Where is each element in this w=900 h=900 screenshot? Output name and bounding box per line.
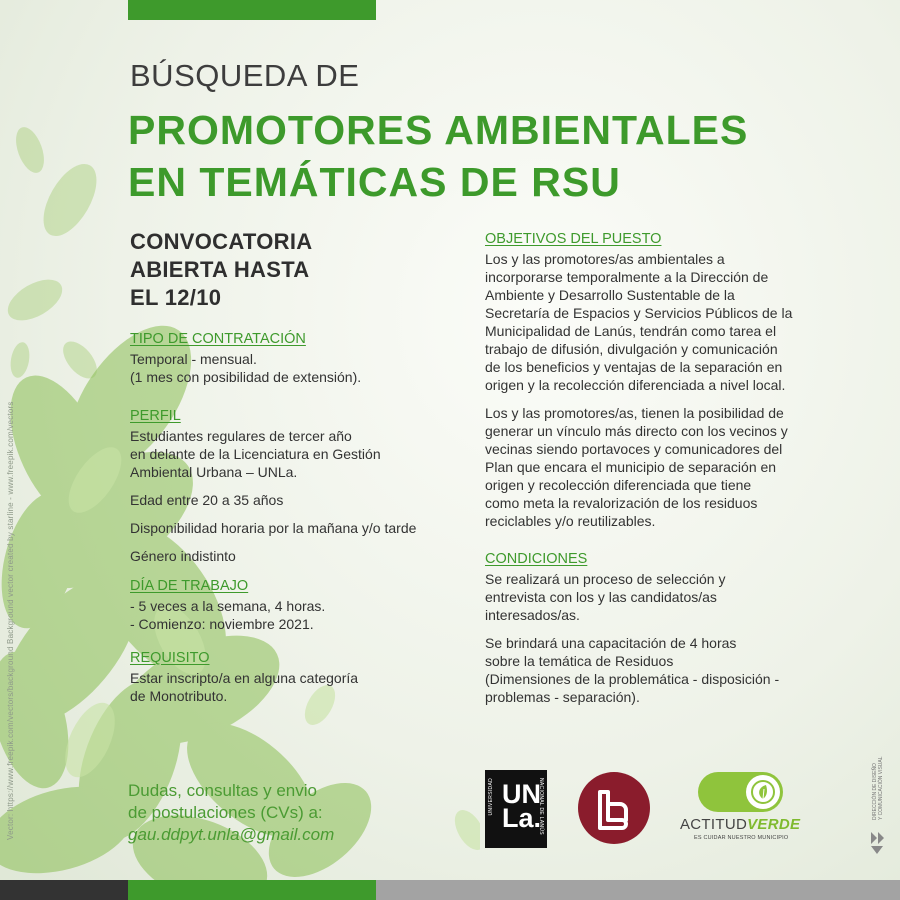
bottom-bar-green [128, 880, 376, 900]
condiciones-line: entrevista con los y las candidatos/as [485, 589, 717, 605]
perfil-extra-line: Disponibilidad horaria por la mañana y/o tarde [130, 520, 417, 536]
section-title-tipo: TIPO DE CONTRATACIÓN [130, 331, 306, 347]
unla-logo-sub: La. [502, 803, 542, 833]
objetivos-line: Municipalidad de Lanús, tendrán como tarea el [485, 323, 777, 339]
objetivos-line: generar un vínculo más directo con los vecinos y [485, 423, 788, 439]
lanus-logo-mark [578, 772, 650, 844]
lanus-logo [578, 772, 650, 844]
leaf-icon [746, 775, 780, 809]
heading-title-line2: EN TEMÁTICAS DE RSU [128, 159, 621, 205]
section-title-condiciones: CONDICIONES [485, 551, 588, 567]
condiciones-line: Se brindará una capacitación de 4 horas [485, 635, 737, 651]
objetivos-line: incorporarse temporalmente a la Dirección de [485, 269, 769, 285]
actitud-bold: VERDE [747, 816, 801, 833]
heading-title-line1: PROMOTORES AMBIENTALES [128, 107, 749, 153]
objetivos-line: origen y recolección diferenciada que tiene [485, 477, 752, 493]
objetivos-line: de los beneficios y ventajas de la separación en [485, 359, 783, 375]
heading-title [128, 104, 748, 208]
bottom-bar-gray [376, 880, 900, 900]
objetivos-line: Ambiente y Desarrollo Sustentable de la [485, 287, 735, 303]
objetivos-line: reciclables y/o reutilizables. [485, 513, 656, 529]
dia-line: - 5 veces a la semana, 4 horas. [130, 598, 326, 614]
objetivos-line: origen y la recolección diferenciada a nivel local. [485, 377, 786, 393]
bottom-bar-dark [0, 880, 128, 900]
unla-logo-side-right: NACIONAL DE LANÚS [538, 778, 544, 835]
condiciones-line: (Dimensiones de la problemática - disposición - [485, 671, 780, 687]
tipo-line: (1 mes con posibilidad de extensión). [130, 369, 362, 385]
objetivos-line: trabajo de difusión, divulgación y comunicación [485, 341, 778, 357]
tipo-line: Temporal - mensual. [130, 351, 257, 367]
convocatoria-line: EL 12/10 [130, 285, 222, 310]
perfil-extra-line: Género indistinto [130, 548, 236, 564]
ddcv-line: DIRECCIÓN DE DISEÑO [872, 763, 878, 820]
section-title-objetivos: OBJETIVOS DEL PUESTO [485, 231, 662, 247]
heading-busqueda: BÚSQUEDA DE [130, 58, 360, 93]
perfil-line: Ambiental Urbana – UNLa. [130, 464, 298, 480]
perfil-extra-line: Edad entre 20 a 35 años [130, 492, 284, 508]
toggle-icon [698, 772, 783, 812]
objetivos-line: como meta la revalorización de los residuos [485, 495, 758, 511]
unla-logo-side-left: UNIVERSIDAD [488, 778, 494, 816]
section-title-requisito: REQUISITO [130, 650, 210, 666]
ddcv-text [872, 756, 884, 820]
requisito-line: de Monotributo. [130, 688, 228, 704]
condiciones-line: sobre la temática de Residuos [485, 653, 674, 669]
actitud-verde-logo [680, 772, 800, 852]
left-column [130, 330, 470, 705]
condiciones-line: Se realizará un proceso de selección y [485, 571, 726, 587]
objetivos-line: Los y las promotores/as, tienen la posibilidad de [485, 405, 784, 421]
condiciones-line: problemas - separación). [485, 689, 640, 705]
toggle-knob [746, 775, 780, 809]
convocatoria-line: ABIERTA HASTA [130, 257, 310, 282]
ddcv-line: Y COMUNICACIÓN VISUAL [878, 756, 884, 820]
objetivos-line: Los y las promotores/as ambientales a [485, 251, 725, 267]
convocatoria-line: CONVOCATORIA [130, 229, 313, 254]
convocatoria-block [130, 228, 312, 312]
actitud-wordmark [680, 816, 800, 833]
section-title-dia: DÍA DE TRABAJO [130, 578, 249, 594]
unla-logo [485, 770, 547, 848]
perfil-line: Estudiantes regulares de tercer año [130, 428, 352, 444]
right-column [485, 230, 830, 706]
actitud-tagline: ES CUIDAR NUESTRO MUNICIPIO [694, 835, 789, 841]
contact-email-link[interactable]: gau.ddpyt.unla@gmail.com [128, 825, 335, 844]
contact-line: Dudas, consultas y envio [128, 781, 317, 800]
objetivos-line: Secretaría de Espacios y Servicios Públicos de la [485, 305, 793, 321]
unla-logo-main: UN [502, 779, 541, 809]
contact-block [128, 780, 334, 846]
ddcv-logo-icon [869, 830, 885, 856]
perfil-line: en delante de la Licenciatura en Gestión [130, 446, 381, 462]
image-credit: Vector: https://www.freepik.com/vectors/background Background vector created by starline - www.freepik.com/vectors [6, 401, 15, 840]
dia-line: - Comienzo: noviembre 2021. [130, 616, 314, 632]
requisito-line: Estar inscripto/a en alguna categoría [130, 670, 359, 686]
contact-line: de postulaciones (CVs) a: [128, 803, 323, 822]
condiciones-line: interesados/as. [485, 607, 580, 623]
section-title-perfil: PERFIL [130, 408, 181, 424]
objetivos-line: vecinas siendo portavoces y comunicadores del [485, 441, 783, 457]
actitud-word: ACTITUD [680, 816, 748, 833]
objetivos-line: Plan que encara el municipio de separación en [485, 459, 777, 475]
